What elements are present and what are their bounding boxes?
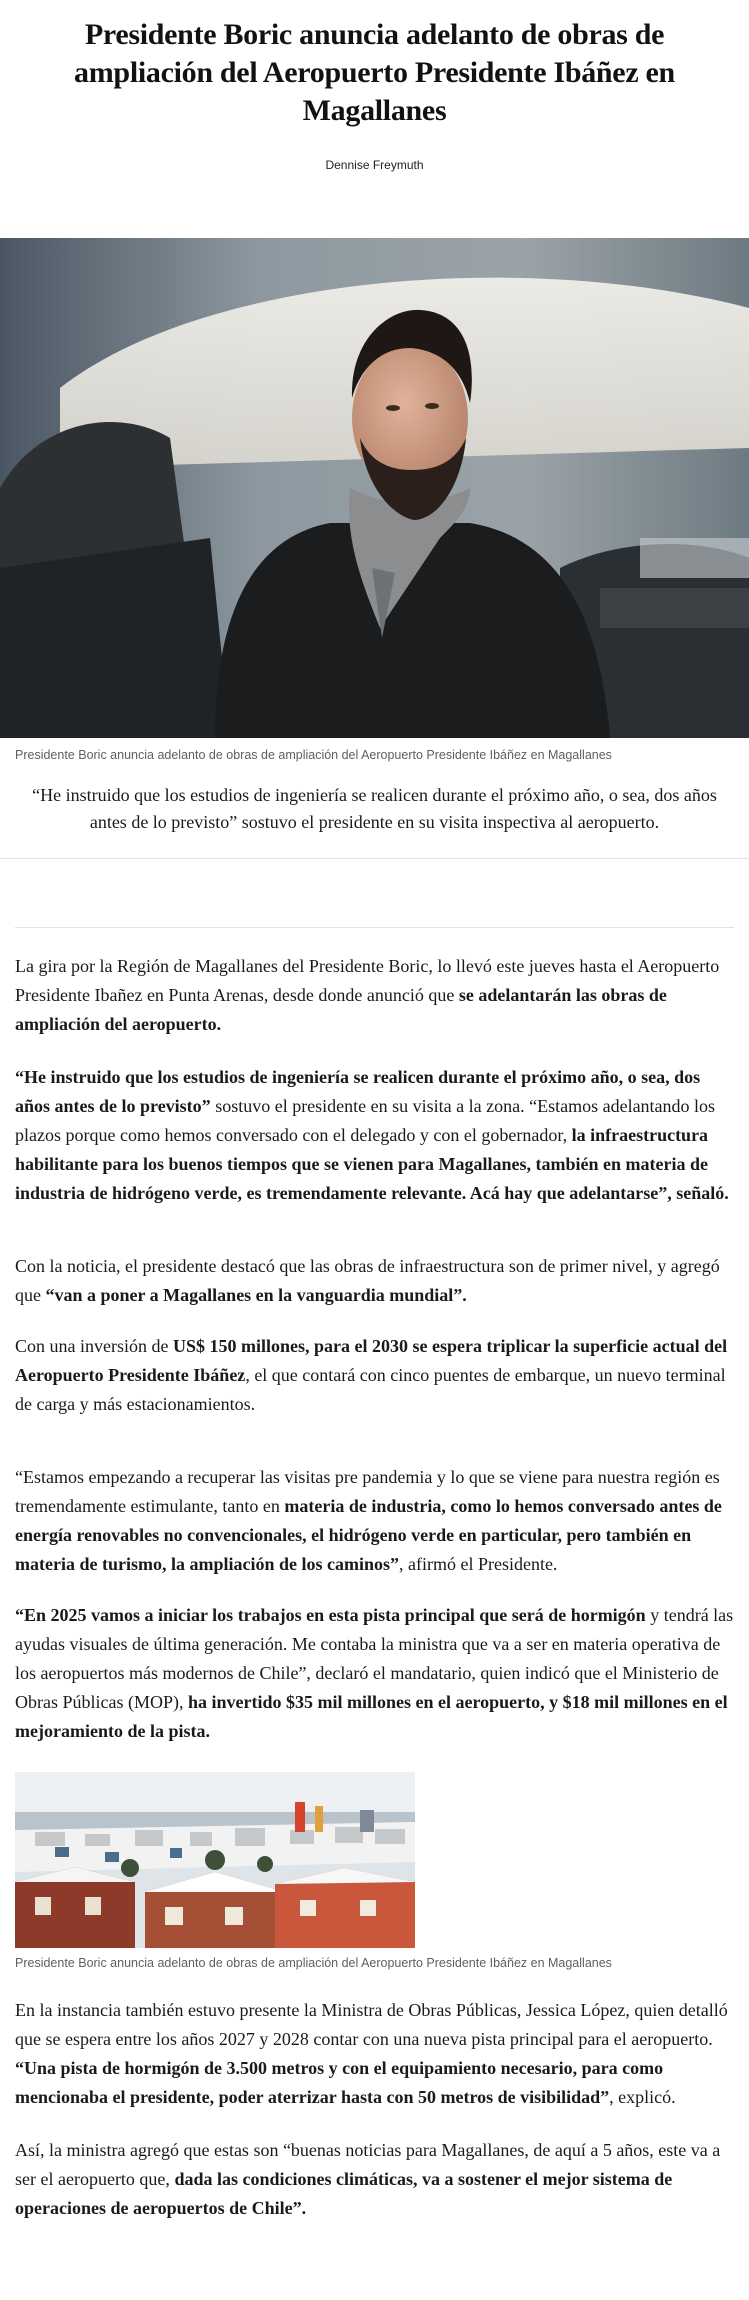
paragraph <box>15 1996 734 2112</box>
pull-quote: “He instruido que los estudios de ingeniería se realicen durante el próximo año, o sea, dos años antes de lo previsto” sostuvo el presidente en su visita inspectiva al aeropuerto. <box>32 785 717 832</box>
snowy-town-illustration <box>15 1772 415 1948</box>
paragraph <box>15 1063 734 1208</box>
text-run: , explicó. <box>609 2087 676 2107</box>
text-run: , afirmó el Presidente. <box>398 1554 558 1574</box>
bold-text: se adelantarán las obras de ampliación del aeropuerto. <box>15 985 667 1034</box>
text-run: y tendrá las ayudas visuales de última generación. Me contaba la ministra que va a ser en materia operativa de los aeropuertos más modernos de Chile”, declaró el mandatario, quien indicó que el Ministerio de Obras Públicas (MOP), <box>15 1605 734 1712</box>
inline-photo-caption: Presidente Boric anuncia adelanto de obras de ampliación del Aeropuerto Presidente Ibáñez en Magallanes <box>15 1956 612 1970</box>
hero-caption: Presidente Boric anuncia adelanto de obras de ampliación del Aeropuerto Presidente Ibáñez en Magallanes <box>15 748 612 762</box>
bold-text: US$ 150 millones, para el 2030 se espera triplicar la superficie actual del Aeropuerto Presidente Ibáñez <box>15 1336 728 1385</box>
text-run: En la instancia también estuvo presente la Ministra de Obras Públicas, Jessica López, quien detalló que se espera entre los años 2027 y 2028 contar con una nueva pista principal para el aeropuerto. <box>15 2000 728 2049</box>
inline-photo <box>15 1772 734 1970</box>
divider <box>0 858 749 859</box>
bold-text: “En 2025 vamos a iniciar los trabajos en esta pista principal que será de hormigón <box>15 1605 646 1625</box>
bold-text: dada las condiciones climáticas, va a sostener el mejor sistema de operaciones de aeropuertos de Chile”. <box>15 2169 673 2218</box>
hero-photo <box>0 238 749 738</box>
text-run: La gira por la Región de Magallanes del Presidente Boric, lo llevó este jueves hasta el Aeropuerto Presidente Ibañez en Punta Arenas, desde donde anunció que <box>15 956 720 1005</box>
text-run: Con una inversión de <box>15 1336 173 1356</box>
text-run: , el que contará con cinco puentes de embarque, un nuevo terminal de carga y más estacionamientos. <box>15 1365 726 1414</box>
text-run: Con la noticia, el presidente destacó que las obras de infraestructura son de primer nivel, y agregó que <box>15 1256 720 1305</box>
bold-text: ha invertido $35 mil millones en el aeropuerto, y $18 mil millones en el mejoramiento de la pista. <box>15 1692 728 1741</box>
bold-text: “van a poner a Magallanes en la vanguardia mundial”. <box>45 1285 467 1305</box>
article-body <box>0 952 749 2223</box>
bold-text: la infraestructura habilitante para los buenos tiempos que se vienen para Magallanes, también en materia de industria de hidrógeno verde, es tremendamente relevante. Acá hay que adelantarse”, señaló. <box>15 1125 729 1203</box>
text-run: sostuvo el presidente en su visita a la zona. “Estamos adelantando los plazos porque como hemos conversado con el delegado y con el gobernador, <box>15 1096 716 1145</box>
article-header <box>0 0 749 172</box>
paragraph <box>15 2136 734 2223</box>
hero-photo-illustration <box>0 238 749 738</box>
divider <box>15 927 734 928</box>
bold-text: “He instruido que los estudios de ingeniería se realicen durante el próximo año, o sea, dos años antes de lo previsto” <box>15 1067 701 1116</box>
paragraph <box>15 1463 734 1579</box>
bold-text: “Una pista de hormigón de 3.500 metros y con el equipamiento necesario, para como mencionaba el presidente, poder aterrizar hasta con 50 metros de visibilidad” <box>15 2058 664 2107</box>
paragraph <box>15 952 734 1039</box>
headline: Presidente Boric anuncia adelanto de obras de ampliación del Aeropuerto Presidente Ibáñez en Magallanes <box>74 18 675 127</box>
text-run: Así, la ministra agregó que estas son “buenas noticias para Magallanes, de aquí a 5 años, este va a ser el aeropuerto que, <box>15 2140 721 2189</box>
paragraph <box>15 1601 734 1746</box>
bold-text: materia de industria, como lo hemos conversado antes de energía renovables no convencionales, el hidrógeno verde en particular, pero también en materia de turismo, la ampliación de los caminos” <box>15 1496 722 1574</box>
text-run: “Estamos empezando a recuperar las visitas pre pandemia y lo que se viene para nuestra región es tremendamente estimulante, tanto en <box>15 1467 720 1516</box>
paragraph <box>15 1332 734 1419</box>
paragraph <box>15 1252 734 1310</box>
author-byline[interactable]: Dennise Freymuth <box>325 158 424 172</box>
